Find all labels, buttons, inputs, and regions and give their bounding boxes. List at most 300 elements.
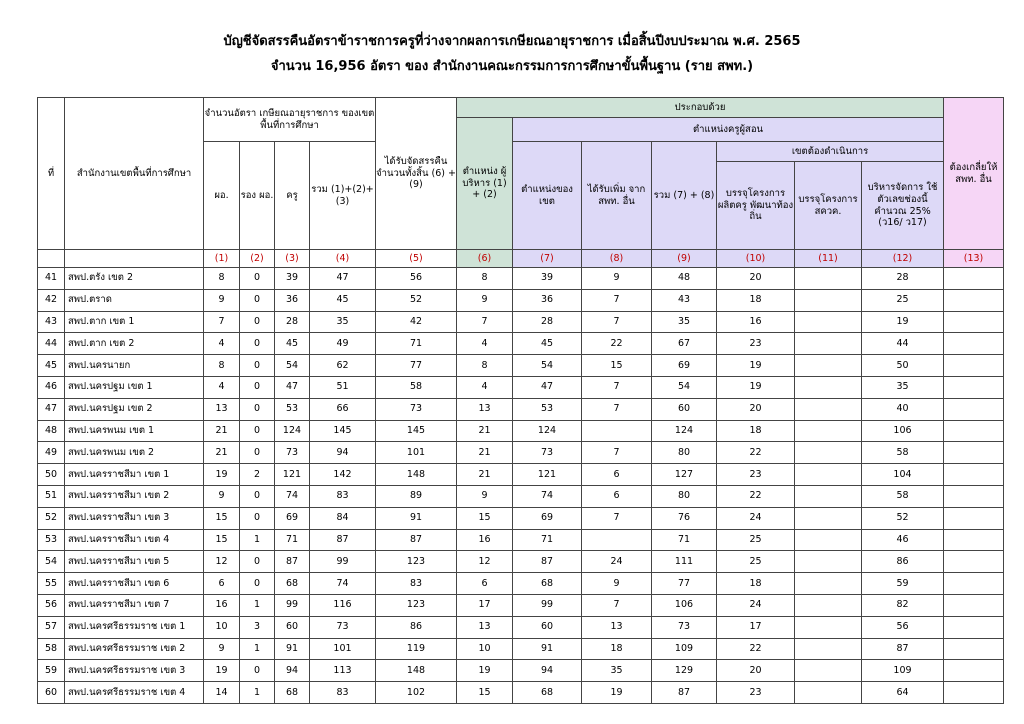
table-cell: 113 <box>310 660 376 682</box>
col-num: (2) <box>240 250 275 268</box>
col-num: (13) <box>944 250 1004 268</box>
table-cell: 18 <box>717 573 795 595</box>
table-cell: 145 <box>310 420 376 442</box>
table-cell: 7 <box>582 594 652 616</box>
table-cell <box>582 529 652 551</box>
table-cell <box>795 660 862 682</box>
table-row <box>38 464 1004 486</box>
row-number: 46 <box>38 376 65 398</box>
col-num: (1) <box>204 250 240 268</box>
table-cell: 99 <box>310 551 376 573</box>
table-cell: 12 <box>204 551 240 573</box>
header-retire-group: จำนวนอัตรา เกษียณอายุราชการ ของเขตพื้นที่การศึกษา <box>204 98 376 142</box>
col-num: (11) <box>795 250 862 268</box>
header-c9: รวม (7) + (8) <box>652 142 717 250</box>
table-cell: 39 <box>275 268 310 290</box>
table-cell: 71 <box>652 529 717 551</box>
table-cell: 44 <box>862 333 944 355</box>
table-cell: 64 <box>862 682 944 704</box>
table-cell: 68 <box>513 573 582 595</box>
table-cell: 145 <box>376 420 457 442</box>
row-number: 48 <box>38 420 65 442</box>
table-cell <box>944 660 1004 682</box>
header-c11: บรรจุโครงการ สควค. <box>795 162 862 250</box>
table-cell: 36 <box>275 289 310 311</box>
table-cell <box>944 551 1004 573</box>
header-c6: ตำแหน่ง ผู้บริหาร (1) + (2) <box>457 118 513 250</box>
table-cell: 60 <box>513 616 582 638</box>
table-cell: 124 <box>652 420 717 442</box>
table-cell: 17 <box>457 594 513 616</box>
table-cell <box>944 464 1004 486</box>
table-row <box>38 638 1004 660</box>
table-cell: 15 <box>582 355 652 377</box>
row-number: 51 <box>38 485 65 507</box>
header-c10: บรรจุโครงการ ผลิตครู พัฒนาท้องถิ่น <box>717 162 795 250</box>
table-cell: 52 <box>376 289 457 311</box>
table-cell: 0 <box>240 442 275 464</box>
table-cell: 73 <box>376 398 457 420</box>
header-district-group: เขตต้องดำเนินการ <box>717 142 944 162</box>
table-cell: 86 <box>376 616 457 638</box>
table-cell: 54 <box>513 355 582 377</box>
table-cell: 56 <box>376 268 457 290</box>
table-cell: 76 <box>652 507 717 529</box>
table-cell: 58 <box>376 376 457 398</box>
col-num: (9) <box>652 250 717 268</box>
table-cell: 94 <box>275 660 310 682</box>
table-row <box>38 551 1004 573</box>
table-cell: 0 <box>240 398 275 420</box>
table-cell: 116 <box>310 594 376 616</box>
table-cell <box>795 442 862 464</box>
table-row <box>38 333 1004 355</box>
table-cell: 22 <box>717 442 795 464</box>
table-cell: 25 <box>862 289 944 311</box>
row-number: 59 <box>38 660 65 682</box>
row-number: 55 <box>38 573 65 595</box>
table-cell: 49 <box>310 333 376 355</box>
table-row <box>38 594 1004 616</box>
table-cell: 74 <box>310 573 376 595</box>
row-number: 47 <box>38 398 65 420</box>
table-cell <box>795 682 862 704</box>
row-number: 53 <box>38 529 65 551</box>
table-cell: 28 <box>275 311 310 333</box>
table-cell: 84 <box>310 507 376 529</box>
table-row <box>38 616 1004 638</box>
table-cell: 124 <box>275 420 310 442</box>
table-cell: 99 <box>275 594 310 616</box>
table-cell <box>944 485 1004 507</box>
table-cell: 71 <box>376 333 457 355</box>
table-cell: 7 <box>204 311 240 333</box>
header-c13: ต้องเกลี่ยให้ สพท. อื่น <box>944 98 1004 250</box>
col-num: (4) <box>310 250 376 268</box>
table-cell <box>795 289 862 311</box>
table-cell: 47 <box>275 376 310 398</box>
col-num: (7) <box>513 250 582 268</box>
table-cell: 19 <box>717 355 795 377</box>
row-number: 41 <box>38 268 65 290</box>
office-name: สพป.นครราชสีมา เขต 4 <box>65 529 204 551</box>
table-cell: 101 <box>376 442 457 464</box>
table-cell: 60 <box>275 616 310 638</box>
table-cell: 142 <box>310 464 376 486</box>
office-name: สพป.นครราชสีมา เขต 3 <box>65 507 204 529</box>
table-cell <box>795 638 862 660</box>
table-cell: 19 <box>862 311 944 333</box>
table-cell: 22 <box>582 333 652 355</box>
table-cell: 54 <box>652 376 717 398</box>
table-cell: 7 <box>582 442 652 464</box>
table-cell: 86 <box>862 551 944 573</box>
col-num: (10) <box>717 250 795 268</box>
table-cell: 1 <box>240 638 275 660</box>
table-cell: 87 <box>652 682 717 704</box>
table-cell <box>944 594 1004 616</box>
col-num: (3) <box>275 250 310 268</box>
table-cell: 21 <box>457 464 513 486</box>
table-cell: 87 <box>513 551 582 573</box>
table-cell: 19 <box>204 660 240 682</box>
table-cell: 68 <box>275 682 310 704</box>
table-cell: 0 <box>240 573 275 595</box>
table-cell: 20 <box>717 660 795 682</box>
header-c2: รอง ผอ. <box>240 142 275 250</box>
table-row <box>38 376 1004 398</box>
table-cell: 94 <box>513 660 582 682</box>
table-cell: 12 <box>457 551 513 573</box>
table-row <box>38 268 1004 290</box>
header-c7: ตำแหน่งของ เขต <box>513 142 582 250</box>
table-cell: 9 <box>204 485 240 507</box>
table-cell: 87 <box>862 638 944 660</box>
table-cell: 47 <box>310 268 376 290</box>
table-cell: 0 <box>240 485 275 507</box>
table-cell: 87 <box>376 529 457 551</box>
table-cell: 7 <box>582 376 652 398</box>
table-cell: 24 <box>717 507 795 529</box>
table-cell: 42 <box>376 311 457 333</box>
table-cell: 106 <box>652 594 717 616</box>
table-cell: 77 <box>376 355 457 377</box>
col-num: (12) <box>862 250 944 268</box>
table-cell: 7 <box>582 311 652 333</box>
table-cell: 59 <box>862 573 944 595</box>
table-cell: 83 <box>310 485 376 507</box>
table-cell: 4 <box>204 376 240 398</box>
table-cell: 6 <box>582 485 652 507</box>
table-cell: 21 <box>457 442 513 464</box>
row-number: 56 <box>38 594 65 616</box>
table-cell: 9 <box>204 289 240 311</box>
col-num: (5) <box>376 250 457 268</box>
table-cell: 60 <box>652 398 717 420</box>
office-name: สพป.นครราชสีมา เขต 2 <box>65 485 204 507</box>
table-cell <box>944 289 1004 311</box>
table-cell: 20 <box>717 268 795 290</box>
table-cell: 1 <box>240 594 275 616</box>
table-cell: 47 <box>513 376 582 398</box>
table-cell: 129 <box>652 660 717 682</box>
table-cell: 0 <box>240 289 275 311</box>
table-cell <box>795 464 862 486</box>
table-cell: 10 <box>457 638 513 660</box>
table-cell <box>795 398 862 420</box>
row-number: 58 <box>38 638 65 660</box>
row-number: 50 <box>38 464 65 486</box>
table-cell: 7 <box>582 289 652 311</box>
col-num: (6) <box>457 250 513 268</box>
table-row <box>38 311 1004 333</box>
table-cell: 9 <box>582 573 652 595</box>
header-c3: ครู <box>275 142 310 250</box>
table-cell <box>795 420 862 442</box>
table-cell: 109 <box>652 638 717 660</box>
table-cell: 71 <box>275 529 310 551</box>
table-cell: 24 <box>582 551 652 573</box>
table-cell: 73 <box>275 442 310 464</box>
table-cell: 106 <box>862 420 944 442</box>
table-cell <box>944 507 1004 529</box>
table-cell <box>944 333 1004 355</box>
table-cell: 82 <box>862 594 944 616</box>
table-cell: 67 <box>652 333 717 355</box>
table-cell: 35 <box>582 660 652 682</box>
table-cell: 87 <box>275 551 310 573</box>
row-number: 57 <box>38 616 65 638</box>
table-cell <box>944 311 1004 333</box>
table-cell <box>944 420 1004 442</box>
header-c12: บริหารจัดการ ใช้ตัวเลขช่องนี้ คำนวณ 25% (ว16/ ว17) <box>862 162 944 250</box>
table-cell: 58 <box>862 485 944 507</box>
table-cell: 25 <box>717 551 795 573</box>
table-cell: 2 <box>240 464 275 486</box>
table-cell: 102 <box>376 682 457 704</box>
table-cell: 22 <box>717 485 795 507</box>
table-cell: 124 <box>513 420 582 442</box>
table-cell: 9 <box>204 638 240 660</box>
table-cell: 35 <box>310 311 376 333</box>
office-name: สพป.นครราชสีมา เขต 1 <box>65 464 204 486</box>
table-cell: 58 <box>862 442 944 464</box>
table-cell: 13 <box>582 616 652 638</box>
table-row <box>38 507 1004 529</box>
header-teacher-group: ตำแหน่งครูผู้สอน <box>513 118 944 142</box>
table-cell: 121 <box>513 464 582 486</box>
table-cell: 91 <box>376 507 457 529</box>
table-cell: 123 <box>376 594 457 616</box>
table-cell: 0 <box>240 268 275 290</box>
row-number: 60 <box>38 682 65 704</box>
table-row <box>38 289 1004 311</box>
table-row <box>38 682 1004 704</box>
table-cell: 89 <box>376 485 457 507</box>
table-cell: 0 <box>240 355 275 377</box>
table-cell: 9 <box>582 268 652 290</box>
row-number: 49 <box>38 442 65 464</box>
table-cell: 83 <box>376 573 457 595</box>
table-cell: 119 <box>376 638 457 660</box>
table-cell: 53 <box>513 398 582 420</box>
table-cell: 83 <box>310 682 376 704</box>
table-cell: 101 <box>310 638 376 660</box>
table-cell <box>944 682 1004 704</box>
table-cell <box>944 376 1004 398</box>
table-cell: 3 <box>240 616 275 638</box>
table-cell: 8 <box>204 355 240 377</box>
table-cell: 73 <box>310 616 376 638</box>
office-name: สพป.นครพนม เขต 1 <box>65 420 204 442</box>
table-cell: 80 <box>652 485 717 507</box>
office-name: สพป.นครศรีธรรมราช เขต 1 <box>65 616 204 638</box>
table-row <box>38 573 1004 595</box>
table-cell: 18 <box>582 638 652 660</box>
table-cell <box>944 355 1004 377</box>
table-cell: 21 <box>204 442 240 464</box>
table-cell: 91 <box>513 638 582 660</box>
table-cell: 39 <box>513 268 582 290</box>
table-cell: 91 <box>275 638 310 660</box>
row-number: 45 <box>38 355 65 377</box>
table-cell: 62 <box>310 355 376 377</box>
table-cell <box>944 638 1004 660</box>
office-name: สพป.นครศรีธรรมราช เขต 2 <box>65 638 204 660</box>
col-num: (8) <box>582 250 652 268</box>
table-cell: 80 <box>652 442 717 464</box>
table-cell <box>944 529 1004 551</box>
header-no: ที่ <box>38 98 65 250</box>
table-cell <box>795 485 862 507</box>
table-cell: 0 <box>240 311 275 333</box>
table-row <box>38 485 1004 507</box>
table-cell: 24 <box>717 594 795 616</box>
table-row <box>38 420 1004 442</box>
table-cell <box>795 529 862 551</box>
table-cell: 8 <box>204 268 240 290</box>
table-cell: 51 <box>310 376 376 398</box>
column-number-row <box>38 250 1004 268</box>
table-cell: 21 <box>204 420 240 442</box>
table-cell <box>795 333 862 355</box>
table-cell: 9 <box>457 289 513 311</box>
table-cell: 0 <box>240 376 275 398</box>
table-cell: 4 <box>457 376 513 398</box>
table-cell: 1 <box>240 529 275 551</box>
table-cell: 0 <box>240 333 275 355</box>
office-name: สพป.นครศรีธรรมราช เขต 4 <box>65 682 204 704</box>
allocation-table <box>37 97 1004 704</box>
table-cell: 66 <box>310 398 376 420</box>
table-cell: 56 <box>862 616 944 638</box>
table-cell: 35 <box>862 376 944 398</box>
table-cell: 19 <box>717 376 795 398</box>
table-cell: 123 <box>376 551 457 573</box>
table-cell: 74 <box>513 485 582 507</box>
table-cell: 28 <box>513 311 582 333</box>
table-cell <box>795 376 862 398</box>
table-cell: 148 <box>376 464 457 486</box>
table-cell <box>944 616 1004 638</box>
table-cell <box>944 398 1004 420</box>
table-cell: 13 <box>204 398 240 420</box>
table-cell <box>795 507 862 529</box>
table-cell: 7 <box>582 398 652 420</box>
row-number: 42 <box>38 289 65 311</box>
table-cell: 68 <box>275 573 310 595</box>
table-cell <box>795 573 862 595</box>
table-cell: 45 <box>310 289 376 311</box>
table-cell: 8 <box>457 268 513 290</box>
header-office: สำนักงานเขตพื้นที่การศึกษา <box>65 98 204 250</box>
table-cell <box>795 551 862 573</box>
table-cell: 53 <box>275 398 310 420</box>
table-cell <box>944 442 1004 464</box>
table-cell: 0 <box>240 507 275 529</box>
table-cell: 10 <box>204 616 240 638</box>
office-name: สพป.ตรัง เขต 2 <box>65 268 204 290</box>
table-cell: 99 <box>513 594 582 616</box>
table-cell: 6 <box>457 573 513 595</box>
table-cell: 69 <box>652 355 717 377</box>
table-cell: 8 <box>457 355 513 377</box>
table-cell: 36 <box>513 289 582 311</box>
office-name: สพป.นครราชสีมา เขต 6 <box>65 573 204 595</box>
table-cell: 127 <box>652 464 717 486</box>
table-cell: 0 <box>240 551 275 573</box>
table-cell: 40 <box>862 398 944 420</box>
table-cell: 50 <box>862 355 944 377</box>
table-cell <box>795 268 862 290</box>
office-name: สพป.นครปฐม เขต 2 <box>65 398 204 420</box>
table-cell: 104 <box>862 464 944 486</box>
table-cell: 0 <box>240 420 275 442</box>
table-cell: 69 <box>513 507 582 529</box>
table-cell <box>795 616 862 638</box>
page-subtitle: จำนวน 16,956 อัตรา ของ สำนักงานคณะกรรมการการศึกษาขั้นพื้นฐาน (ราย สพท.) <box>270 59 754 74</box>
table-cell <box>944 573 1004 595</box>
office-name: สพป.นครราชสีมา เขต 5 <box>65 551 204 573</box>
table-cell: 68 <box>513 682 582 704</box>
table-cell: 13 <box>457 616 513 638</box>
table-cell: 0 <box>240 660 275 682</box>
table-cell <box>582 420 652 442</box>
header-composed: ประกอบด้วย <box>457 98 944 118</box>
table-cell: 94 <box>310 442 376 464</box>
table-cell: 4 <box>457 333 513 355</box>
table-cell: 6 <box>582 464 652 486</box>
page-title: บัญชีจัดสรรคืนอัตราข้าราชการครูที่ว่างจากผลการเกษียณอายุราชการ เมื่อสิ้นปีงบประมาณ พ.ศ. 2565 <box>223 34 801 49</box>
office-name: สพป.นครพนม เขต 2 <box>65 442 204 464</box>
table-cell: 48 <box>652 268 717 290</box>
table-cell: 109 <box>862 660 944 682</box>
table-cell: 23 <box>717 464 795 486</box>
table-cell: 69 <box>275 507 310 529</box>
row-number: 43 <box>38 311 65 333</box>
header-c5: ได้รับจัดสรรคืน จำนวนทั้งสิ้น (6) + (9) <box>376 98 457 250</box>
office-name: สพป.นครศรีธรรมราช เขต 3 <box>65 660 204 682</box>
table-cell: 20 <box>717 398 795 420</box>
table-cell: 87 <box>310 529 376 551</box>
table-cell: 16 <box>457 529 513 551</box>
table-cell: 73 <box>513 442 582 464</box>
table-cell <box>795 594 862 616</box>
table-cell: 19 <box>457 660 513 682</box>
table-cell: 121 <box>275 464 310 486</box>
table-cell: 111 <box>652 551 717 573</box>
table-cell: 19 <box>582 682 652 704</box>
